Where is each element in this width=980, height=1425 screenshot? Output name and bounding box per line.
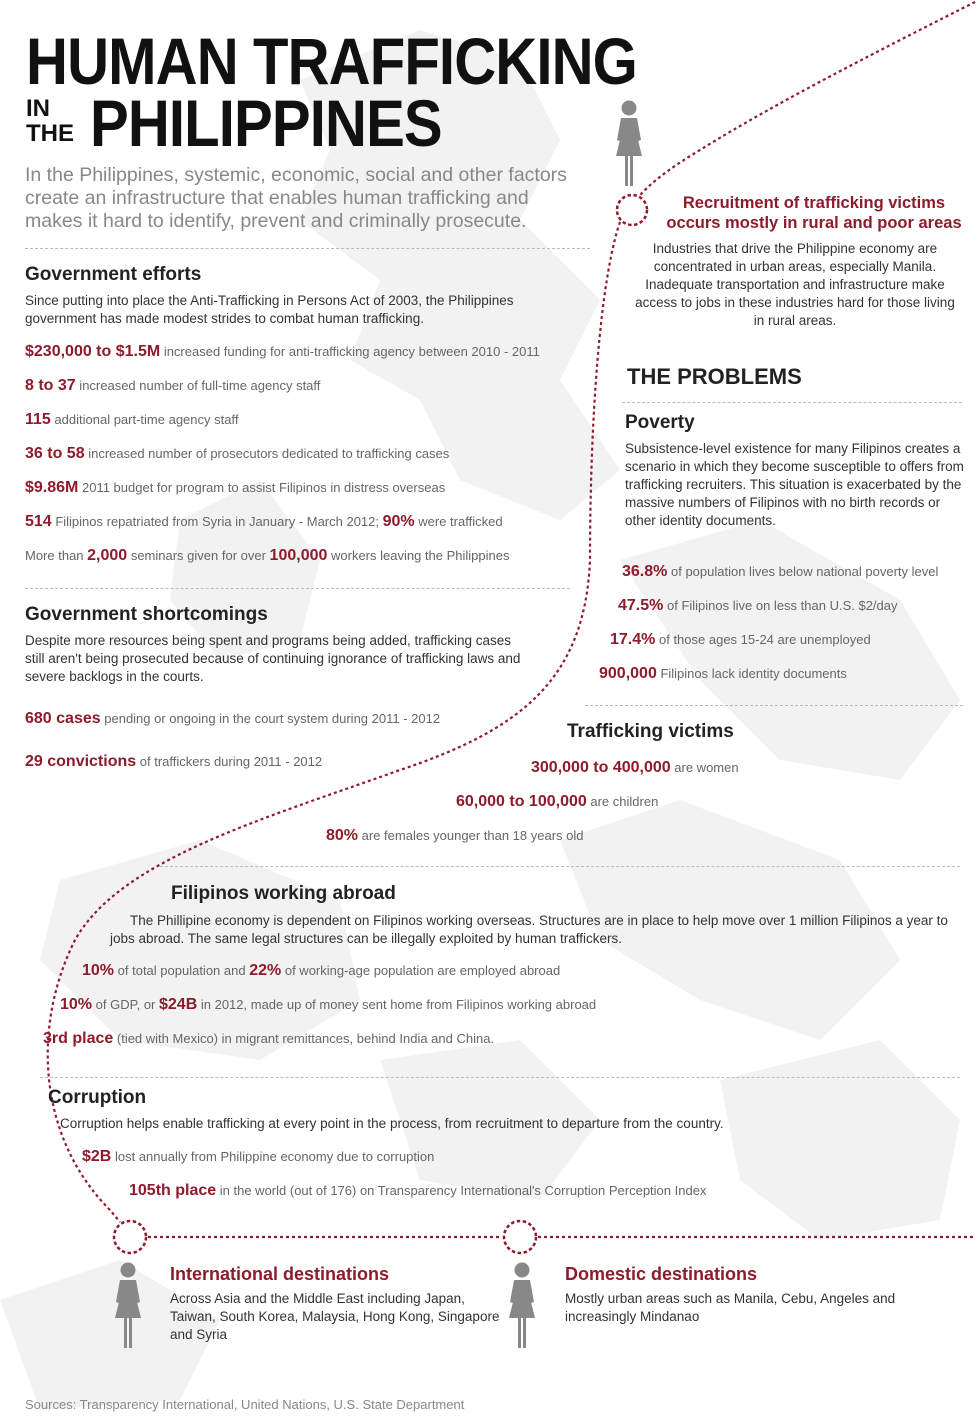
corruption-text: Corruption helps enable trafficking at every point in the process, from recruitment to departure from the country. (60, 1116, 724, 1131)
stat-females (326, 827, 584, 845)
stat-label: of GDP, or (92, 997, 159, 1012)
stat-label-2: were trafficked (414, 514, 503, 529)
stat-label: (tied with Mexico) in migrant remittances, behind India and China. (113, 1031, 495, 1046)
stat-parttime-staff (25, 411, 238, 429)
stat-label: are women (670, 760, 739, 775)
stat-label: additional part-time agency staff (50, 412, 239, 427)
stat-value: 36 to 58 (25, 445, 85, 462)
stat-remittances (43, 1030, 494, 1048)
poverty-heading: Poverty (625, 412, 695, 433)
intl-text: Across Asia and the Middle East including Japan, Taiwan, South Korea, Malaysia, Hong Kong, Singapore and Syria (170, 1291, 500, 1342)
stat-value: 10% (60, 996, 93, 1013)
stat-convictions (25, 753, 322, 771)
divider (585, 705, 963, 706)
sources: Sources: Transparency International, United Nations, U.S. State Department (25, 1397, 465, 1412)
stat-value: 900,000 (599, 665, 657, 682)
stat-value: 8 to 37 (25, 377, 76, 394)
stat-label: of Filipinos live on less than U.S. $2/day (663, 598, 898, 613)
woman-icon (504, 1262, 540, 1350)
recruitment-heading-line-2: occurs mostly in rural and poor areas (666, 214, 962, 232)
stat-identity-docs (599, 665, 847, 683)
problems-heading: THE PROBLEMS (627, 364, 802, 389)
stat-prefix: More than (25, 548, 88, 563)
stat-value: 300,000 to 400,000 (531, 759, 671, 776)
stat-label: of those ages 15-24 are unemployed (655, 632, 871, 647)
stat-value-2: 90% (382, 513, 415, 530)
title-the: THE (26, 120, 74, 147)
stat-court-cases (25, 710, 440, 728)
stat-label: of population lives below national poverty level (667, 564, 939, 579)
stat-label-2: in 2012, made up of money sent home from Filipinos working abroad (197, 997, 597, 1012)
stat-label: pending or ongoing in the court system during 2011 - 2012 (100, 711, 441, 726)
stat-label: of traffickers during 2011 - 2012 (136, 754, 323, 769)
stat-value-2: $24B (159, 996, 198, 1013)
divider (622, 402, 962, 403)
divider (25, 588, 570, 589)
stat-repatriated (25, 513, 503, 531)
domestic-text: Mostly urban areas such as Manila, Cebu, Angeles and increasingly Mindanao (565, 1291, 896, 1324)
poverty-text: Subsistence-level existence for many Filipinos creates a scenario in which they become susceptible to offers from trafficking recruiters. This situation is exacerbated by the massive numbers of Filipinos with no birth records or other identity documents. (625, 441, 964, 528)
stat-value: 514 (25, 513, 52, 530)
stat-label: increased number of full-time agency staff (75, 378, 321, 393)
stat-label: of total population and (114, 963, 250, 978)
stat-value: 10% (82, 962, 115, 979)
recruitment-heading (664, 193, 964, 233)
woman-icon (611, 100, 647, 188)
stat-value: 36.8% (622, 563, 668, 580)
victims-heading: Trafficking victims (567, 721, 734, 742)
stat-budget (25, 479, 445, 497)
stat-women (531, 759, 739, 777)
stat-value-2: 100,000 (269, 547, 328, 564)
divider (160, 866, 960, 867)
intro-text: In the Philippines, systemic, economic, social and other factors create an infrastructure that enables human trafficking and makes it hard to identify, prevent and criminally prosecute. (25, 164, 567, 232)
gov-efforts-heading: Government efforts (25, 264, 202, 285)
gov-efforts-text: Since putting into place the Anti-Trafficking in Persons Act of 2003, the Philippines government has made modest strides to combat human trafficking. (25, 293, 514, 326)
stat-cpi-rank (129, 1182, 706, 1200)
stat-label-2: workers leaving the Philippines (327, 548, 510, 563)
stat-value: 60,000 to 100,000 (456, 793, 587, 810)
corruption-heading: Corruption (48, 1087, 147, 1108)
stat-label: increased number of prosecutors dedicated to trafficking cases (84, 446, 450, 461)
stat-children (456, 793, 658, 811)
stat-value: $2B (82, 1148, 112, 1165)
stat-label-2: of working-age population are employed abroad (281, 963, 561, 978)
gov-shortcomings-heading: Government shortcomings (25, 604, 268, 625)
domestic-heading: Domestic destinations (565, 1264, 758, 1284)
stat-fulltime-staff (25, 377, 320, 395)
stat-two-dollars (618, 597, 898, 615)
recruitment-text: Industries that drive the Philippine economy are concentrated in urban areas, especially Manila. Inadequate transportation and infrastructure make access to jobs in these industries hard for those living in rural areas. (635, 241, 955, 328)
title-block (26, 24, 666, 168)
title-line-2: PHILIPPINES (90, 86, 442, 160)
stat-value: 47.5% (618, 597, 664, 614)
stat-value: $9.86M (25, 479, 79, 496)
stat-label: seminars given for over (127, 548, 270, 563)
stat-value: 105th place (129, 1182, 217, 1199)
stat-label: are children (586, 794, 659, 809)
divider (25, 248, 590, 249)
stat-funding (25, 343, 540, 361)
stat-employed-abroad (82, 962, 560, 980)
divider (40, 1077, 960, 1078)
abroad-heading: Filipinos working abroad (171, 883, 396, 904)
stat-poverty-level (622, 563, 938, 581)
stat-label: Filipinos lack identity documents (656, 666, 847, 681)
title-line-1: HUMAN TRAFFICKING (26, 24, 637, 98)
stat-value: 17.4% (610, 631, 656, 648)
recruitment-heading-line-1: Recruitment of trafficking victims (682, 194, 946, 212)
stat-prosecutors (25, 445, 449, 463)
gov-shortcomings-text: Despite more resources being spent and programs being added, trafficking cases still aren't being prosecuted because of continuing ignorance of trafficking laws and severe backlogs in the courts. (25, 633, 521, 684)
stat-value: 29 convictions (25, 753, 137, 770)
stat-seminars (25, 547, 510, 565)
woman-icon (110, 1262, 146, 1350)
stat-value: $230,000 to $1.5M (25, 343, 161, 360)
stat-value: 80% (326, 827, 359, 844)
stat-label: 2011 budget for program to assist Filipinos in distress overseas (78, 480, 446, 495)
stat-label: Filipinos repatriated from Syria in January - March 2012; (51, 514, 383, 529)
stat-value: 115 (25, 411, 51, 428)
stat-value: 2,000 (87, 547, 128, 564)
stat-label: in the world (out of 176) on Transparency International's Corruption Perception Index (216, 1183, 707, 1198)
stat-gdp (60, 996, 596, 1014)
stat-label: lost annually from Philippine economy due to corruption (111, 1149, 435, 1164)
stat-value: 680 cases (25, 710, 101, 727)
stat-value-2: 22% (249, 962, 282, 979)
stat-label: increased funding for anti-trafficking agency between 2010 - 2011 (160, 344, 540, 359)
abroad-text: The Phillipine economy is dependent on Filipinos working overseas. Structures are in place to help move over 1 million Filipinos a year to jobs abroad. The same legal structures can be illegally exploited by human traffickers. (110, 913, 948, 946)
stat-label: are females younger than 18 years old (358, 828, 584, 843)
stat-value: 3rd place (43, 1030, 114, 1047)
stat-lost-annually (82, 1148, 434, 1166)
intl-heading: International destinations (170, 1264, 390, 1284)
title-in: IN (26, 95, 50, 122)
stat-unemployed (610, 631, 871, 649)
